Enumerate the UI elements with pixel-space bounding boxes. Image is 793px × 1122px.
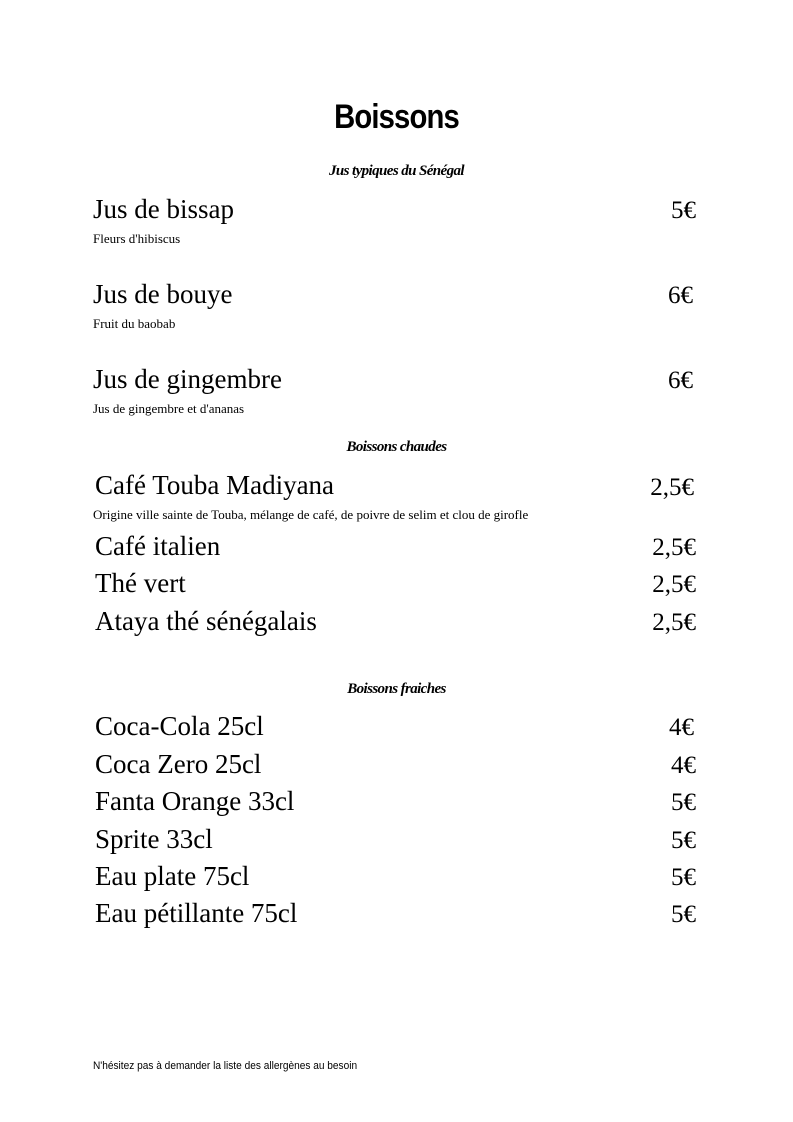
menu-item-price: 5€ [671,789,696,816]
menu-item-price: 6€ [668,367,693,394]
menu-item-description: Jus de gingembre et d'ananas [93,401,245,416]
menu-item-name: Ataya thé sénégalais [95,606,317,636]
menu-item-price: 6€ [668,282,693,309]
menu-item-price: 4€ [669,714,694,741]
menu-item-price: 5€ [671,827,696,854]
menu-item-description: Fruit du baobab [93,316,176,331]
menu-item-name: Eau pétillante 75cl [95,898,298,928]
menu-item-description: Origine ville sainte de Touba, mélange de café, de poivre de selim et clou de girofle [93,507,529,522]
menu-item-name: Thé vert [95,568,186,598]
section-heading-jus: Jus typiques du Sénégal [329,163,464,179]
page-title: Boissons [334,98,459,136]
menu-item-name: Coca Zero 25cl [95,749,262,779]
menu-item-name: Eau plate 75cl [95,861,250,891]
menu-item-price: 2,5€ [652,609,696,636]
section-heading-fraiches: Boissons fraiches [347,681,446,697]
menu-item-name: Jus de bouye [93,279,233,309]
menu-item-price: 2,5€ [650,474,694,501]
menu-item-name: Fanta Orange 33cl [95,786,295,816]
menu-item-price: 2,5€ [652,571,696,598]
menu-item-price: 5€ [671,864,696,891]
menu-item-name: Coca-Cola 25cl [95,711,264,741]
menu-item-name: Café italien [95,531,221,561]
menu-item-price: 4€ [671,752,696,779]
menu-item-name: Café Touba Madiyana [95,470,335,500]
allergen-footer-note: N'hésitez pas à demander la liste des allergènes au besoin [93,1060,358,1072]
menu-item-name: Jus de bissap [93,194,234,224]
section-heading-chaudes: Boissons chaudes [346,439,447,455]
menu-item-description: Fleurs d'hibiscus [93,231,181,246]
menu-item-price: 5€ [671,197,696,224]
menu-item-price: 5€ [671,901,696,928]
menu-item-name: Jus de gingembre [93,364,282,394]
menu-item-price: 2,5€ [652,534,696,561]
menu-item-name: Sprite 33cl [95,824,213,854]
